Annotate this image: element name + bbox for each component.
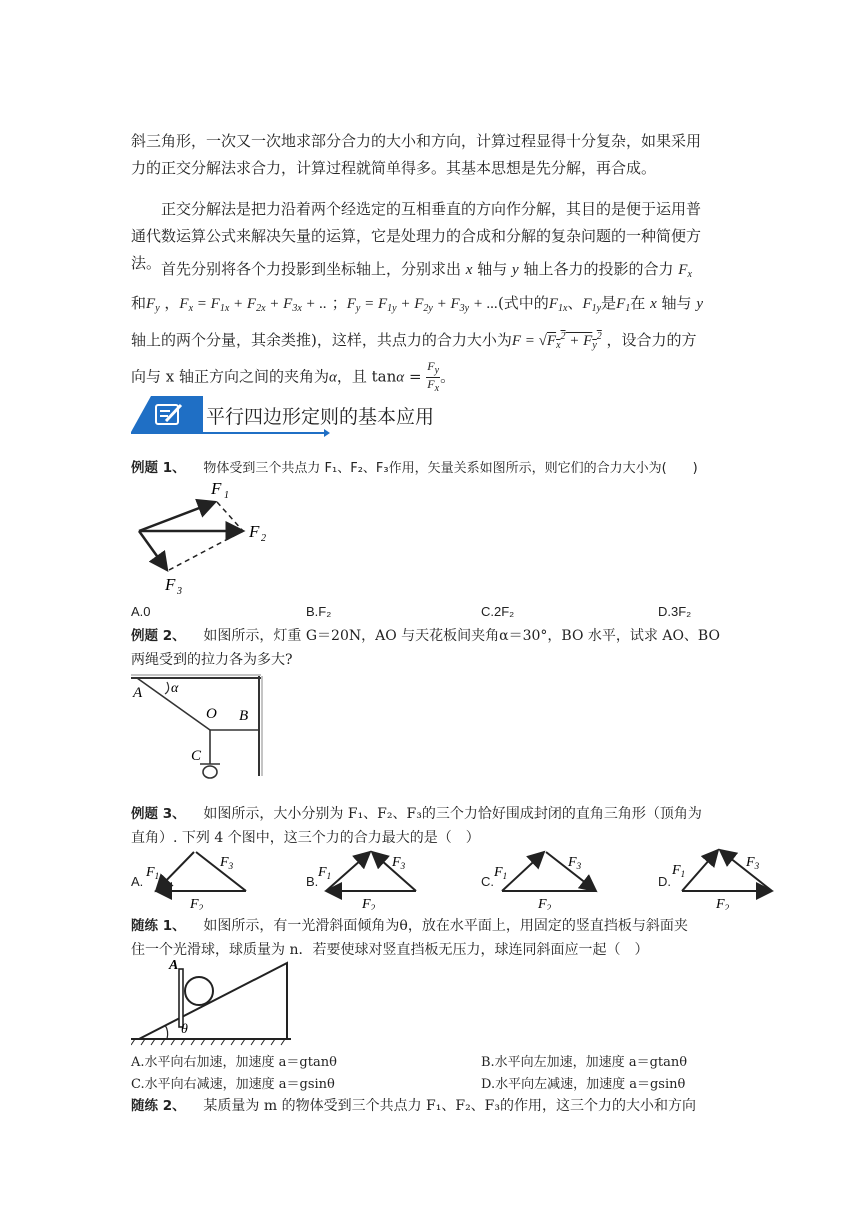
example-1-option-d[interactable]: D.3F₂ bbox=[658, 604, 692, 619]
example-3-option-a[interactable]: A. bbox=[131, 874, 144, 889]
svg-text:1: 1 bbox=[224, 490, 229, 501]
drill-1-option-d[interactable]: D.水平向左减速，加速度 a＝gsinθ bbox=[481, 1077, 686, 1092]
intro-p1-line2: 力的正交分解法求合力，计算过程就简单得多。其基本思想是先分解，再合成。 bbox=[131, 159, 657, 177]
example-3-figure-b bbox=[316, 846, 431, 914]
example-1-option-a[interactable]: A.0 bbox=[131, 604, 151, 619]
intro-p3-line4: 向与 x 轴正方向之间的夹角为α，且 tanα = $\frac{F_y}{F_x}$ 。 bbox=[131, 359, 456, 394]
intro-paragraph-3 bbox=[131, 255, 731, 395]
svg-text:F1: $F_1$ bbox=[494, 865, 508, 881]
example-2-line1: 如图所示，灯重 G＝20N，AO 与天花板间夹角α＝30°，BO 水平，试求 AO、BO bbox=[203, 628, 720, 644]
intro-p2-line3: 法。 bbox=[131, 254, 162, 272]
label-plate-a: A bbox=[169, 958, 179, 973]
example-3-line1: 如图所示，大小分别为 F₁、F₂、F₃的三个力恰好围成封闭的直角三角形（顶角为 bbox=[203, 806, 702, 822]
pencil-note-icon bbox=[155, 402, 183, 426]
intro-p2-line1: 正交分解法是把力沿着两个经选定的互相垂直的方向作分解，其目的是便于运用普 bbox=[161, 200, 702, 218]
intro-p1-line1: 斜三角形，一次又一次地求部分合力的大小和方向，计算过程显得十分复杂，如果采用 bbox=[131, 132, 702, 150]
label-c: C bbox=[191, 748, 202, 764]
svg-text:F3: $F_3$ bbox=[392, 855, 406, 871]
intro-paragraph-1 bbox=[131, 128, 731, 182]
drill-2-text: 某质量为 m 的物体受到三个共点力 F₁、F₂、F₃的作用，这三个力的大小和方向 bbox=[203, 1098, 697, 1114]
svg-text:F1: $F_1$ bbox=[672, 863, 686, 879]
intro-p3-line3: 轴上的两个分量，其余类推)，这样，共点力的合力大小为$F = √F_x^2 + F_y^2$ ，设合力的方 bbox=[131, 331, 697, 351]
example-1-option-c[interactable]: C.2F₂ bbox=[481, 604, 515, 619]
example-3-tag: 例题 3、 bbox=[131, 806, 186, 822]
drill-1-option-b[interactable]: B.水平向左加速，加速度 a＝gtanθ bbox=[481, 1055, 688, 1070]
vector-f3 bbox=[139, 531, 167, 570]
svg-text:F2: $F_2$ bbox=[190, 897, 204, 910]
example-3-option-c[interactable]: C. bbox=[481, 874, 494, 889]
example-3-figure-a bbox=[142, 846, 257, 914]
example-3-line2: 直角）. 下列 4 个图中，这三个力的合力最大的是（ ） bbox=[131, 830, 480, 846]
example-2-line2: 两绳受到的拉力各为多大? bbox=[131, 652, 293, 668]
drill-1-line2: 住一个光滑球，球质量为 n．若要使球对竖直挡板无压力，球连同斜面应一起（ ） bbox=[131, 942, 649, 958]
vector-f1 bbox=[139, 502, 215, 531]
label-f3: F bbox=[165, 575, 176, 594]
svg-text:F2: $F_2$ bbox=[716, 897, 730, 910]
example-3-figure-d bbox=[668, 842, 783, 914]
label-a: A bbox=[133, 685, 143, 701]
example-3-figure-c bbox=[492, 846, 607, 914]
label-b: B bbox=[239, 708, 249, 724]
example-1-option-b[interactable]: B.F₂ bbox=[306, 604, 332, 619]
svg-text:F3: $F_3$ bbox=[568, 855, 582, 871]
drill-2-question bbox=[131, 1094, 731, 1118]
svg-text:3: 3 bbox=[177, 586, 182, 597]
example-3-question bbox=[131, 802, 731, 850]
example-2-tag: 例题 2、 bbox=[131, 628, 186, 644]
svg-text:F3: $F_3$ bbox=[220, 855, 234, 871]
svg-text:F2: $F_2$ bbox=[538, 897, 552, 910]
label-f2: F bbox=[249, 522, 260, 541]
example-3-option-d[interactable]: D. bbox=[658, 874, 671, 889]
section-title: 平行四边形定则的基本应用 bbox=[206, 406, 435, 428]
example-2-figure bbox=[131, 672, 271, 782]
svg-text:F1: $F_1$ bbox=[146, 865, 160, 881]
example-3-option-b[interactable]: B. bbox=[306, 874, 319, 889]
example-2-question bbox=[131, 624, 731, 672]
label-theta: θ bbox=[181, 1022, 188, 1037]
svg-text:F3: $F_3$ bbox=[746, 855, 760, 871]
drill-1-option-c[interactable]: C.水平向右减速，加速度 a＝gsinθ bbox=[131, 1077, 335, 1092]
svg-text:F2: $F_2$ bbox=[362, 897, 376, 910]
example-1-figure bbox=[131, 478, 281, 598]
svg-text:2: 2 bbox=[261, 533, 266, 544]
drill-1-option-a[interactable]: A.水平向右加速，加速度 a＝gtanθ bbox=[131, 1055, 337, 1070]
svg-text:F1: $F_1$ bbox=[318, 865, 332, 881]
intro-p2-line2: 通代数运算公式来解决矢量的运算，它是处理力的合成和分解的复杂问题的一种简便方 bbox=[131, 227, 702, 245]
drill-1-line1: 如图所示，有一光滑斜面倾角为θ，放在水平面上，用固定的竖直挡板与斜面夹 bbox=[203, 918, 688, 934]
label-o: O bbox=[206, 706, 217, 722]
label-alpha: α bbox=[171, 681, 179, 696]
example-1-tag: 例题 1、 bbox=[131, 460, 186, 476]
drill-2-tag: 随练 2、 bbox=[131, 1098, 186, 1114]
drill-1-figure bbox=[131, 955, 296, 1047]
label-f1: F bbox=[211, 479, 222, 498]
example-1-text: 物体受到三个共点力 F₁、F₂、F₃作用，矢量关系如图所示，则它们的合力大小为( ) bbox=[203, 461, 698, 476]
intro-p3-line2: 和$F_y$ ，$F_x = F_{1x} + F_{2x} + F_{3x}$ + .. ；$F_y = F_{1y} + F_{2y} + F_{3y}$ + ...(式中的$F_{1x}$、$F_{1y}$是$F_1$在 x 轴与 y bbox=[131, 294, 703, 314]
intro-p3-line1: 首先分别将各个力投影到坐标轴上，分别求出 x 轴与 y 轴上各力的投影的合力 $F_x$ bbox=[161, 260, 692, 280]
drill-1-tag: 随练 1、 bbox=[131, 918, 186, 934]
